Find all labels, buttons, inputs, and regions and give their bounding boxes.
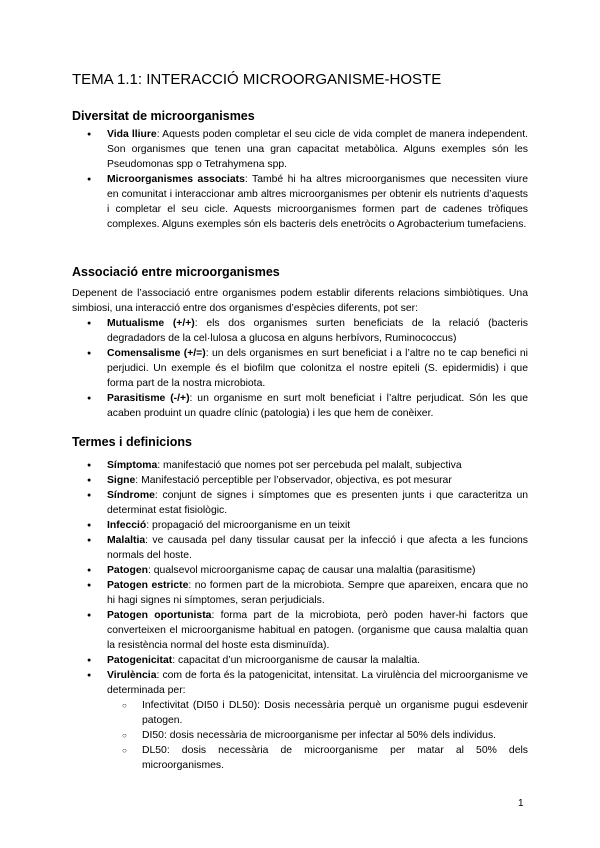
definition: : ve causada pel dany tissular causat per la infecció i que afecta a les funcions normals del hoste. bbox=[107, 535, 528, 561]
definition: : un dels organismes en surt beneficiat i a l’altre no te cap benefici ni perjudici. Un exemple és el biofilm que colonitza el nostre epiteli (S. epidermidis) i que forma part de la nostra microbiota. bbox=[107, 348, 528, 389]
list-item bbox=[72, 473, 528, 488]
list-item bbox=[72, 346, 528, 391]
section-heading-associacio: Associació entre microorganismes bbox=[72, 265, 280, 279]
definition: : També hi ha altres microorganismes que necessiten viure en comunitat i interaccionar amb altres microorganismes per obtenir els nutrients d’aquests i completar el seu cicle. Aquests microorganismes formen part de cadenes tròfiques complexes. Alguns exemples són els bacteris dels enetròcits o Agrobacterium tumefaciens. bbox=[107, 174, 528, 230]
definition: : forma part de la microbiota, però poden haver-hi factors que converteixen el microorganisme habitual en patogen. (organisme que causa malaltia quan la resistència normal del hoste esta disminuïda). bbox=[107, 610, 528, 651]
term: Infecció bbox=[107, 520, 147, 531]
page-number: 1 bbox=[518, 798, 524, 809]
associacio-list bbox=[72, 316, 528, 421]
definition: : propagació del microorganisme en un teixit bbox=[146, 520, 351, 531]
definition: : no formen part de la microbiota. Sempre que apareixen, encara que no hi hagi signes ni símptomes, seran perjudicials. bbox=[107, 580, 528, 606]
virulencia-sublist bbox=[107, 698, 528, 773]
term: Símptoma bbox=[107, 460, 158, 471]
definition: : capacitat d’un microorganisme de causar la malaltia. bbox=[172, 655, 421, 666]
termes-list bbox=[72, 458, 528, 773]
list-item bbox=[72, 563, 528, 578]
section-heading-termes: Termes i definicions bbox=[72, 435, 192, 449]
term: Patogen oportunista bbox=[107, 610, 212, 621]
diversitat-list bbox=[72, 127, 528, 232]
definition: : Manifestació perceptible per l’observador, objectiva, es pot mesurar bbox=[135, 475, 452, 486]
term: Microorganismes associats bbox=[107, 174, 245, 185]
page-title: TEMA 1.1: INTERACCIÓ MICROORGANISME-HOSTE bbox=[72, 71, 442, 88]
list-item bbox=[72, 653, 528, 668]
term: Síndrome bbox=[107, 490, 155, 501]
term: Comensalisme (+/=) bbox=[107, 348, 206, 359]
list-item bbox=[72, 518, 528, 533]
list-item bbox=[72, 458, 528, 473]
definition: : com de forta és la patogenicitat, intensitat. La virulència del microorganisme ve determinada per: bbox=[107, 670, 528, 696]
definition: : els dos organismes surten beneficiats de la relació (bacteris degradadors de la cel·lulosa a glucosa en alguns herbívors, Ruminococcus) bbox=[107, 318, 528, 344]
term: Patogen bbox=[107, 565, 148, 576]
sub-list-item: ○ DL50: dosis necessària de microorganisme per matar al 50% dels microorganismes. bbox=[107, 743, 528, 773]
term: Signe bbox=[107, 475, 136, 486]
list-item bbox=[72, 578, 528, 608]
list-item bbox=[72, 127, 528, 172]
term: Patogenicitat bbox=[107, 655, 173, 666]
list-item bbox=[72, 316, 528, 346]
intro-paragraph: Depenent de l’associació entre organismes podem establir diferents relacions simbiòtiques. Una simbiosi, una interacció entre dos organismes d’espècies diferents, pot ser: bbox=[72, 288, 528, 314]
term: Mutualisme (+/+) bbox=[107, 318, 195, 329]
term: Virulència bbox=[107, 670, 157, 681]
definition: : un organisme en surt molt beneficiat i l’altre perjudicat. Són les que acaben produint un quadre clínic (patologia) i les que hem de conèixer. bbox=[107, 393, 528, 419]
sub-list-item: ○ Infectivitat (DI50 i DL50): Dosis necessària perquè un organisme pugui esdevenir patogen. bbox=[107, 698, 528, 728]
list-item bbox=[72, 608, 528, 653]
definition: : manifestació que nomes pot ser percebuda pel malalt, subjectiva bbox=[157, 460, 462, 471]
term: Patogen estricte bbox=[107, 580, 189, 591]
section-heading-diversitat: Diversitat de microorganismes bbox=[72, 109, 255, 123]
term: Parasitisme (-/+) bbox=[107, 393, 190, 404]
term: Malaltia bbox=[107, 535, 146, 546]
sub-list-item: ○ DI50: dosis necessària de microorganisme per infectar al 50% dels individus. bbox=[107, 728, 528, 743]
list-item bbox=[72, 488, 528, 518]
list-item bbox=[72, 533, 528, 563]
list-item bbox=[72, 391, 528, 421]
definition: : Aquests poden completar el seu cicle de vida complet de manera independent. Son organismes que tenen una gran capacitat metabòlica. Alguns exemples són les Pseudomonas spp o Tetrahymena spp. bbox=[107, 129, 528, 170]
list-item bbox=[72, 668, 528, 773]
definition: : qualsevol microorganisme capaç de causar una malaltia (parasitisme) bbox=[148, 565, 476, 576]
definition: : conjunt de signes i símptomes que es presenten junts i que caracteritza un determinat estat fisiològic. bbox=[107, 490, 528, 516]
list-item bbox=[72, 172, 528, 232]
term: Vida lliure bbox=[107, 129, 157, 140]
